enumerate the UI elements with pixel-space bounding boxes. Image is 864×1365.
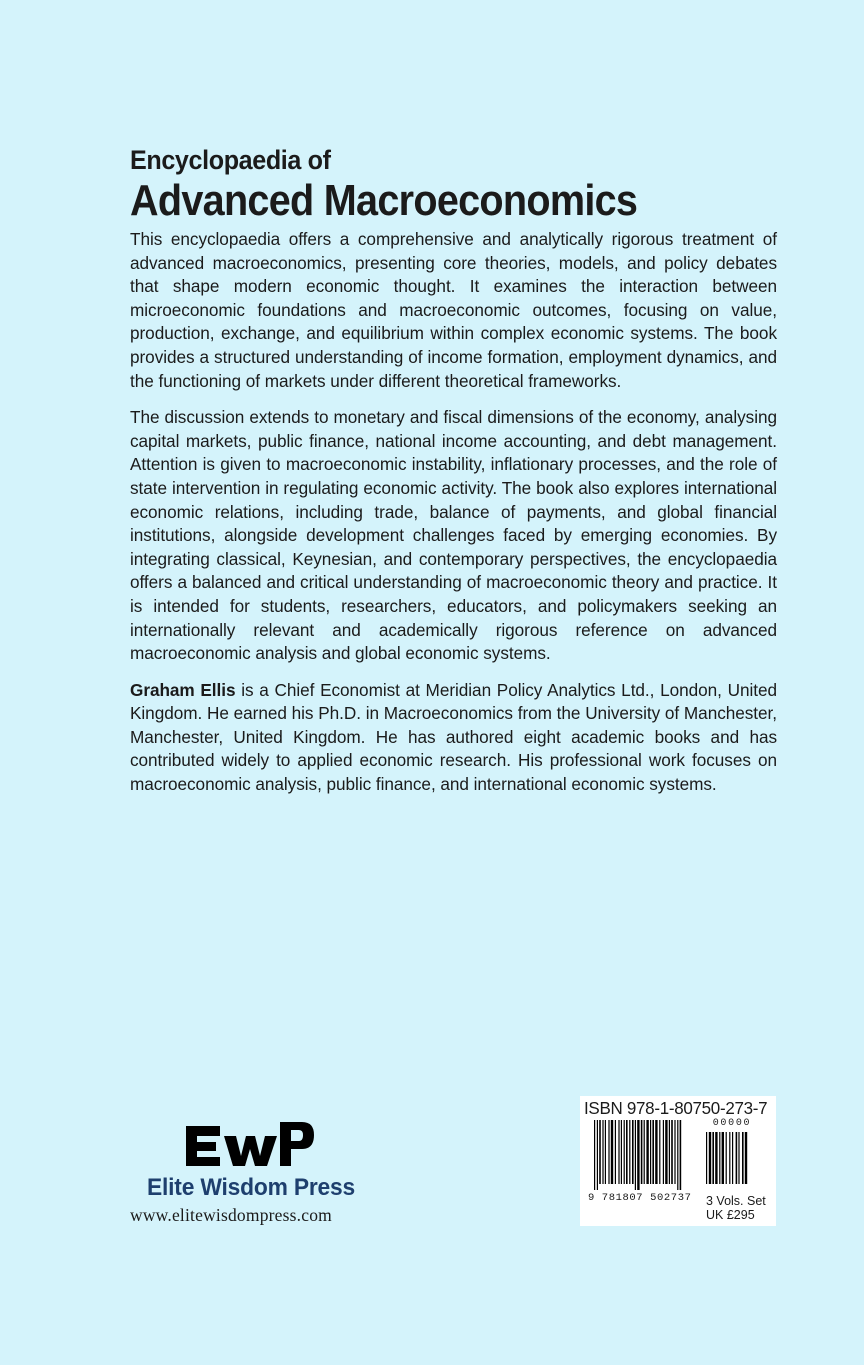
barcode-bar [726,1132,727,1184]
barcode-bar [677,1120,678,1190]
barcode-bar [650,1120,651,1184]
barcode-bar [709,1132,711,1184]
barcode-bar [644,1120,645,1184]
barcode-bar [594,1120,595,1190]
barcode-bar [637,1120,639,1190]
barcode-bar [736,1132,738,1184]
barcode-bar [674,1120,675,1184]
book-subtitle: Encyclopaedia of [130,145,331,175]
barcode-digits: 9 781807 502737 [588,1192,692,1204]
author-bio-text: is a Chief Economist at Meridian Policy Analytics Ltd., London, United Kingdom. He earned his Ph.D. in Macroeconomics from the University of Manchester, Manchester, United Kingdom. He has authored eight academic books and has contributed widely to applied economic research. His professional work focuses on macroeconomic analysis, public finance, and international economic systems. [130,679,777,795]
isbn-label: ISBN 978-1-80750-273-7 [584,1098,768,1118]
isbn-barcode [580,1096,776,1226]
barcode-bar [635,1120,636,1190]
price-label: UK £295 [706,1208,755,1222]
barcode-bar [624,1120,625,1184]
barcode-bar [611,1120,613,1184]
barcode-bar [715,1132,717,1184]
barcode-bars [594,1120,700,1190]
author-name: Graham Ellis [130,679,236,700]
publisher-logo [130,1122,380,1168]
barcode-bar [669,1120,670,1184]
barcode-bar [671,1120,673,1184]
barcode-bar [680,1120,682,1190]
barcode-bar [659,1120,660,1184]
barcode-bar [655,1120,657,1184]
barcode-addon-bars [706,1132,758,1190]
volumes-label: 3 Vols. Set [706,1194,766,1208]
barcode-addon-digits: 00000 [712,1118,752,1129]
barcode-bar [719,1132,720,1184]
barcode-bar [646,1120,648,1184]
barcode-bar [626,1120,628,1184]
volume-price-info [706,1194,766,1222]
barcode-bar [629,1120,630,1184]
description-paragraph-1: This encyclopaedia offers a comprehensive and analytically rigorous treatment of advanced macroeconomics, presenting core theories, models, and policy debates that shape modern economic thought. It examines the interaction between microeconomic foundations and macroeconomic outcomes, focusing on value, production, exchange, and equilibrium within complex economic systems. The book provides a structured understanding of income formation, employment dynamics, and the functioning of markets under different theoretical frameworks. [130,229,777,391]
barcode-bar [618,1120,619,1184]
barcode-bar [602,1120,603,1184]
barcode-bar [665,1120,667,1184]
publisher-name: Elite Wisdom Press [147,1174,355,1201]
barcode-bar [706,1132,707,1184]
barcode-bar [605,1120,606,1184]
barcode-bar [597,1120,598,1190]
barcode-bar [729,1132,730,1184]
barcode-bar [621,1120,622,1184]
barcode-bar [652,1120,654,1184]
barcode-bar [722,1132,724,1184]
barcode-bar [745,1132,747,1184]
barcode-bar [632,1120,634,1184]
barcode-bar [663,1120,664,1184]
barcode-bar [742,1132,744,1184]
barcode-bar [712,1132,714,1184]
publisher-logo-block [130,1122,380,1226]
publisher-website: www.elitewisdompress.com [130,1205,332,1225]
barcode-bar [599,1120,601,1184]
author-bio [130,679,777,797]
barcode-bar [738,1132,739,1184]
barcode-bar [608,1120,609,1184]
book-title: Advanced Macroeconomics [130,176,638,225]
barcode-bar [641,1120,643,1184]
back-cover-text [130,143,777,810]
ewp-logo-mark [186,1122,314,1168]
barcode-bar [615,1120,616,1184]
barcode-bar [732,1132,733,1184]
description-paragraph-2: The discussion extends to monetary and fiscal dimensions of the economy, analysing capital markets, public finance, national income accounting, and debt management. Attention is given to macroeconomic instability, inflationary processes, and the role of state intervention in regulating economic activity. The book also explores international economic relations, including trade, balance of payments, and global financial institutions, alongside development challenges faced by emerging economies. By integrating classical, Keynesian, and contemporary perspectives, the encyclopaedia offers a balanced and critical understanding of macroeconomic theory and practice. It is intended for students, researchers, educators, and policymakers seeking an internationally relevant and academically rigorous reference on advanced macroeconomic analysis and global economic systems. [130,407,777,664]
